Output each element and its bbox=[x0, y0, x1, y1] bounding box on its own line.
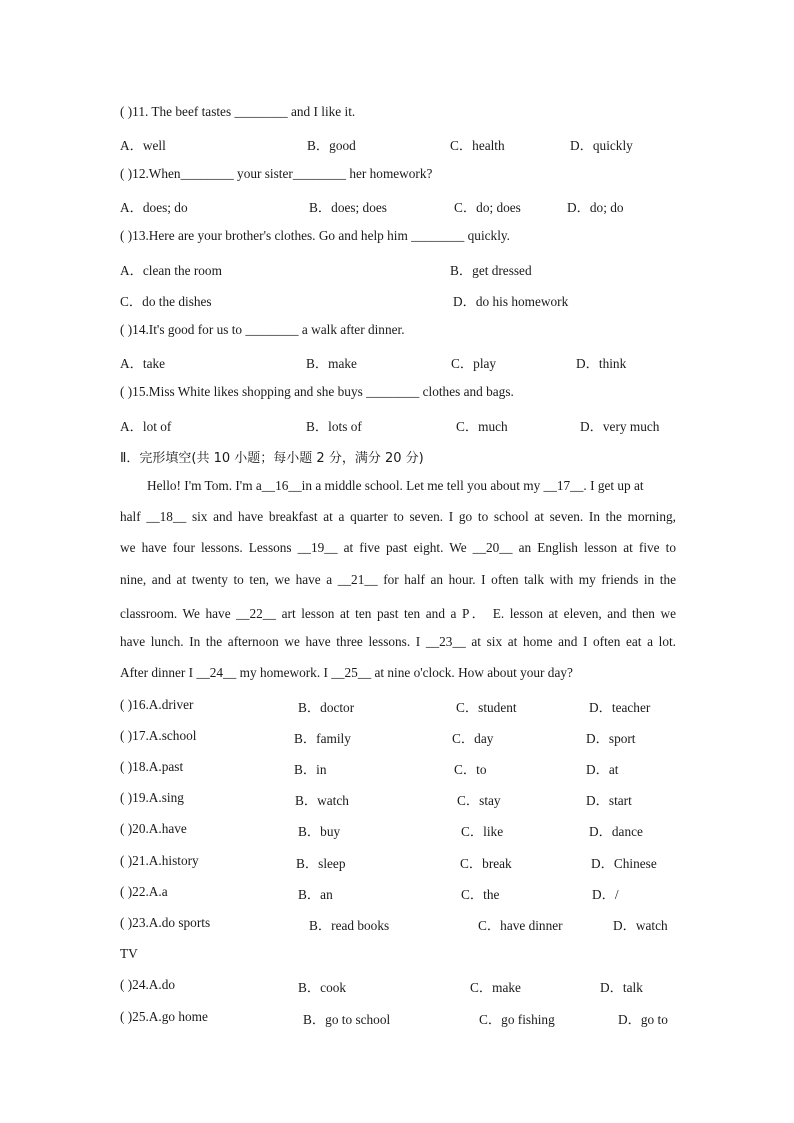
q19-option-c: C．stay bbox=[457, 793, 501, 808]
q14-option-b: B．make bbox=[306, 356, 357, 371]
q25-option-c: C．go fishing bbox=[479, 1012, 555, 1027]
q17-option-c: C．day bbox=[452, 731, 494, 746]
q12-option-a: A．does; do bbox=[120, 200, 188, 215]
passage-line: Hello! I'm Tom. I'm a__16__in a middle school. Let me tell you about my __17__. I get up at bbox=[147, 478, 644, 493]
q11-option-c: C．health bbox=[450, 138, 505, 153]
q24-option-d: D．talk bbox=[600, 980, 643, 995]
q16-option-b: B．doctor bbox=[298, 700, 355, 715]
passage-line: half __18__ six and have breakfast at a quarter to seven. I go to school at seven. In the morning, bbox=[120, 509, 676, 524]
q22-option-b: B．an bbox=[298, 887, 333, 902]
q22-option-d: D．/ bbox=[592, 887, 619, 902]
q18-option-c: C．to bbox=[454, 762, 487, 777]
q23-option-b: B．read books bbox=[309, 918, 390, 933]
q13-option-a: A．clean the room bbox=[120, 263, 222, 278]
question-11-stem: ( )11. The beef tastes ________ and I like it. bbox=[120, 104, 356, 119]
q14-option-a: A．take bbox=[120, 356, 166, 371]
q20-option-c: C．like bbox=[461, 824, 504, 839]
section-2-title: Ⅱ．完形填空(共 10 小题；每小题 2 分，满分 20 分) bbox=[120, 451, 424, 466]
q23-option-c: C．have dinner bbox=[478, 918, 563, 933]
passage-line: we have four lessons. Lessons __19__ at five past eight. We __20__ an English lesson at five to bbox=[120, 540, 676, 555]
q21-option-c: C．break bbox=[460, 856, 512, 871]
question-20-stem: ( )20.A.have bbox=[120, 821, 187, 836]
q12-option-d: D．do; do bbox=[567, 200, 624, 215]
question-19-stem: ( )19.A.sing bbox=[120, 790, 184, 805]
passage-line: have lunch. In the afternoon we have three lessons. I __23__ at six at home and I often eat a lot. bbox=[120, 634, 676, 649]
q23-option-d-wrap: TV bbox=[120, 946, 138, 961]
q17-option-d: D．sport bbox=[586, 731, 636, 746]
q19-option-b: B．watch bbox=[295, 793, 349, 808]
q19-option-d: D．start bbox=[586, 793, 632, 808]
q15-option-a: A．lot of bbox=[120, 419, 172, 434]
passage-line: nine, and at twenty to ten, we have a __21__ for half an hour. I often talk with my friends in the bbox=[120, 572, 676, 587]
question-23-stem: ( )23.A.do sports bbox=[120, 915, 211, 930]
q18-option-b: B．in bbox=[294, 762, 327, 777]
q15-option-c: C．much bbox=[456, 419, 508, 434]
q24-option-c: C．make bbox=[470, 980, 521, 995]
q13-option-b: B．get dressed bbox=[450, 263, 532, 278]
question-12-stem: ( )12.When________ your sister________ her homework? bbox=[120, 166, 433, 181]
q11-option-b: B．good bbox=[307, 138, 356, 153]
question-22-stem: ( )22.A.a bbox=[120, 884, 168, 899]
q20-option-d: D．dance bbox=[589, 824, 643, 839]
question-18-stem: ( )18.A.past bbox=[120, 759, 184, 774]
q24-option-b: B．cook bbox=[298, 980, 347, 995]
q14-option-d: D．think bbox=[576, 356, 627, 371]
passage-line: After dinner I __24__ my homework. I __25__ at nine o'clock. How about your day? bbox=[120, 665, 573, 680]
q11-option-d: D．quickly bbox=[570, 138, 633, 153]
q18-option-d: D．at bbox=[586, 762, 619, 777]
q21-option-b: B．sleep bbox=[296, 856, 346, 871]
q21-option-d: D．Chinese bbox=[591, 856, 657, 871]
q25-option-b: B．go to school bbox=[303, 1012, 391, 1027]
q16-option-c: C．student bbox=[456, 700, 517, 715]
q20-option-b: B．buy bbox=[298, 824, 341, 839]
q15-option-b: B．lots of bbox=[306, 419, 362, 434]
question-21-stem: ( )21.A.history bbox=[120, 853, 199, 868]
q14-option-c: C．play bbox=[451, 356, 497, 371]
q23-option-d: D．watch bbox=[613, 918, 668, 933]
question-17-stem: ( )17.A.school bbox=[120, 728, 197, 743]
q25-option-d: D．go to bbox=[618, 1012, 668, 1027]
question-16-stem: ( )16.A.driver bbox=[120, 697, 194, 712]
q12-option-b: B．does; does bbox=[309, 200, 387, 215]
question-25-stem: ( )25.A.go home bbox=[120, 1009, 208, 1024]
question-15-stem: ( )15.Miss White likes shopping and she buys ________ clothes and bags. bbox=[120, 384, 514, 399]
question-13-stem: ( )13.Here are your brother's clothes. Go and help him ________ quickly. bbox=[120, 228, 510, 243]
question-14-stem: ( )14.It's good for us to ________ a walk after dinner. bbox=[120, 322, 405, 337]
q22-option-c: C．the bbox=[461, 887, 500, 902]
q17-option-b: B．family bbox=[294, 731, 351, 746]
q12-option-c: C．do; does bbox=[454, 200, 521, 215]
passage-line: classroom. We have __22__ art lesson at ten past ten and a P． E. lesson at eleven, and then we bbox=[120, 606, 676, 621]
q11-option-a: A．well bbox=[120, 138, 166, 153]
question-24-stem: ( )24.A.do bbox=[120, 977, 176, 992]
q16-option-d: D．teacher bbox=[589, 700, 651, 715]
q13-option-d: D．do his homework bbox=[453, 294, 569, 309]
q13-option-c: C．do the dishes bbox=[120, 294, 212, 309]
q15-option-d: D．very much bbox=[580, 419, 660, 434]
